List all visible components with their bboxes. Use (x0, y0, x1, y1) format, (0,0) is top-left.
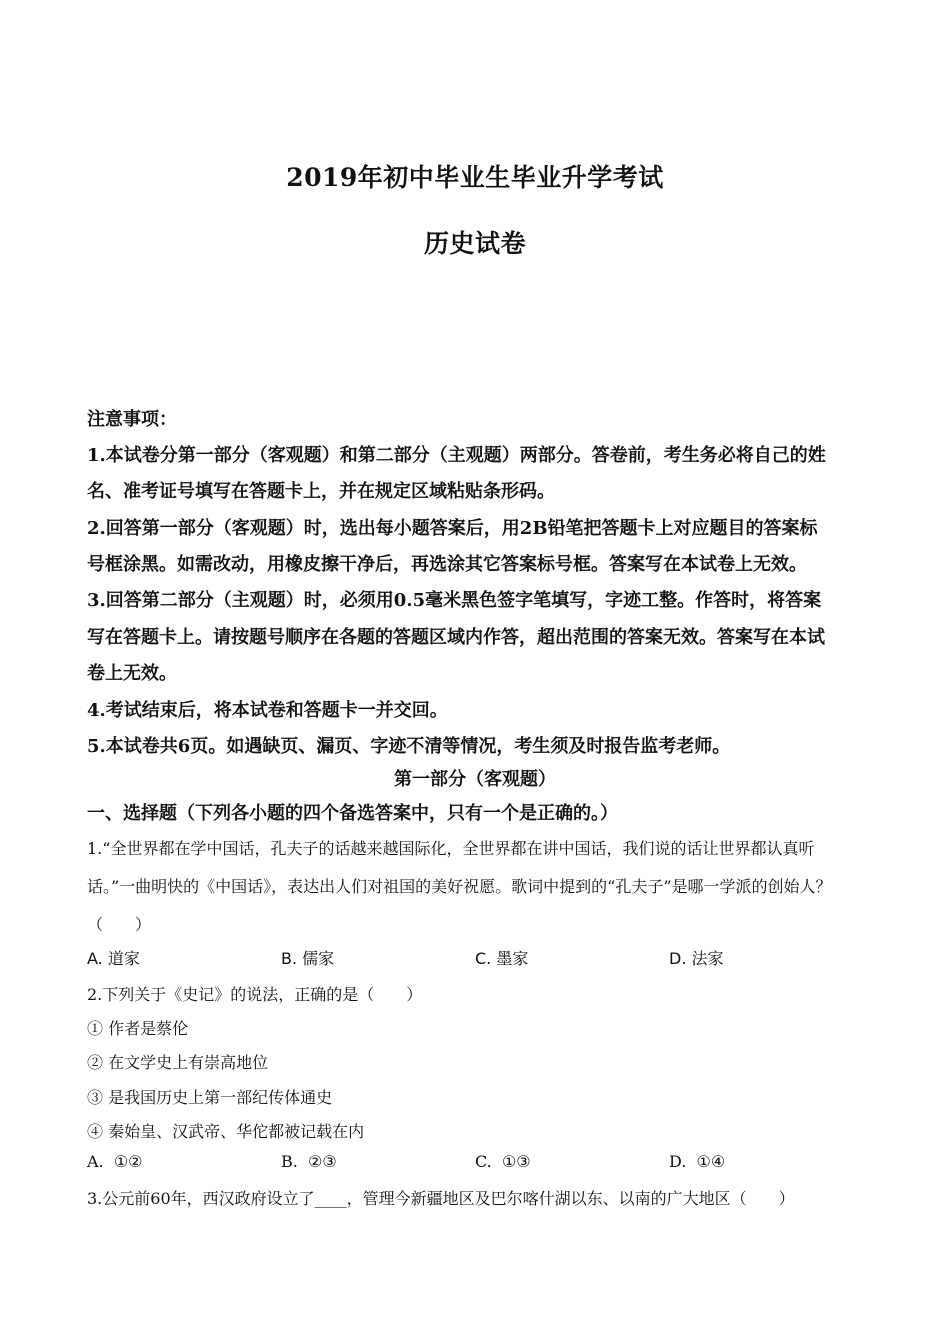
exam-title: 2019年初中毕业生毕业升学考试 (286, 163, 664, 192)
q1-option-d: D. 法家 (669, 949, 724, 968)
q1-stem-line: （ ） (87, 915, 152, 934)
q1-stem-line: 1.“全世界都在学中国话，孔夫子的话越来越国际化，全世界都在讲中国话，我们说的话让世界都认真听 (87, 839, 815, 858)
notice-line: 1.本试卷分第一部分（客观题）和第二部分（主观题）两部分。答卷前，考生务必将自己的姓 (87, 445, 826, 466)
q2-item: ③ 是我国历史上第一部纪传体通史 (87, 1088, 333, 1107)
q2-stem: 2.下列关于《史记》的说法，正确的是（ ） (87, 985, 423, 1004)
q2-item: ① 作者是蔡伦 (87, 1019, 189, 1038)
notice-heading: 注意事项： (87, 409, 177, 430)
notice-line: 号框涂黑。如需改动，用橡皮擦干净后，再选涂其它答案标号框。答案写在本试卷上无效。 (87, 554, 807, 575)
q1-option-b: B. 儒家 (281, 949, 335, 968)
q3-stem: 3.公元前60年，西汉政府设立了____，管理今新疆地区及巴尔喀什湖以东、以南的广大地区（ ） (87, 1189, 795, 1208)
q2-option-d: D. ①④ (669, 1152, 726, 1171)
q2-option-a: A. ①② (87, 1152, 143, 1171)
notice-line: 卷上无效。 (87, 663, 177, 684)
q1-option-c: C. 墨家 (475, 949, 529, 968)
notice-line: 5.本试卷共6页。如遇缺页、漏页、字迹不清等情况，考生须及时报告监考老师。 (87, 736, 731, 757)
q1-option-a: A. 道家 (87, 949, 140, 968)
exam-subtitle: 历史试卷 (423, 229, 526, 258)
q2-option-c: C. ①③ (475, 1152, 531, 1171)
q2-item: ④ 秦始皇、汉武帝、华佗都被记载在内 (87, 1122, 365, 1141)
notice-line: 名、准考证号填写在答题卡上，并在规定区域粘贴条形码。 (87, 481, 555, 502)
notice-line: 3.回答第二部分（主观题）时，必须用0.5毫米黑色签字笔填写，字迹工整。作答时，将答案 (87, 590, 822, 611)
q1-stem-line: 话。”一曲明快的《中国话》，表达出人们对祖国的美好祝愿。歌词中提到的“孔夫子”是哪一学派的创始人？ (87, 877, 832, 896)
part1-title: 第一部分（客观题） (394, 769, 556, 790)
notice-line: 写在答题卡上。请按题号顺序在各题的答题区域内作答，超出范围的答案无效。答案写在本试 (87, 627, 825, 648)
q2-item: ② 在文学史上有崇高地位 (87, 1053, 269, 1072)
notice-line: 4.考试结束后，将本试卷和答题卡一并交回。 (87, 700, 448, 721)
section-heading: 一、选择题（下列各小题的四个备选答案中，只有一个是正确的。） (87, 803, 618, 824)
notice-line: 2.回答第一部分（客观题）时，选出每小题答案后，用2B铅笔把答题卡上对应题目的答案标 (87, 518, 818, 539)
q2-option-b: B. ②③ (281, 1152, 337, 1171)
